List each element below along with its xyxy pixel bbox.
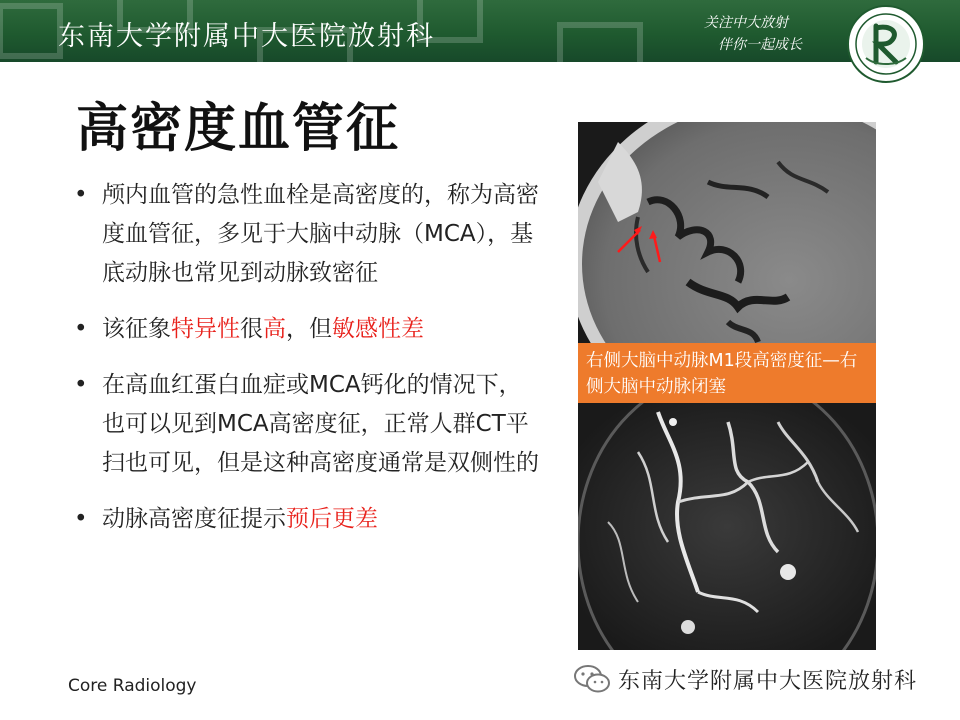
bullet-text: 很 <box>240 316 263 342</box>
header-bar <box>0 0 960 62</box>
bullet-marker: • <box>74 182 88 208</box>
bullet-text: ，但 <box>286 316 332 342</box>
bullet-item <box>72 500 542 539</box>
bullet-text: 该征象 <box>102 316 171 342</box>
highlight-text: 敏感性差 <box>332 316 424 342</box>
wechat-icon <box>572 662 612 696</box>
header-title: 东南大学附属中大医院放射科 <box>58 21 435 52</box>
bullet-item <box>72 176 542 293</box>
slogan-line2: 伴你一起成长 <box>718 37 802 53</box>
footer-watermark <box>572 659 917 699</box>
bullet-item <box>72 310 542 349</box>
hospital-radiology-seal-icon <box>846 4 926 84</box>
bullet-text: 颅内血管的急性血栓是高密度的，称为高密度血管征，多见于大脑中动脉（MCA），基底动脉也常见到动脉致密征 <box>102 182 539 286</box>
bullet-list <box>72 176 542 556</box>
bullet-text: 动脉高密度征提示 <box>102 506 286 532</box>
slide-title: 高密度血管征 <box>76 99 401 159</box>
bullet-marker: • <box>74 506 88 532</box>
bullet-text: 在高血红蛋白血症或MCA钙化的情况下，也可以见到MCA高密度征，正常人群CT平扫也可见，但是这种高密度通常是双侧性的 <box>102 372 539 476</box>
highlight-text: 高 <box>263 316 286 342</box>
figure-caption: 右侧大脑中动脉M1段高密度征—右侧大脑中动脉闭塞 <box>578 343 876 403</box>
bullet-marker: • <box>74 316 88 342</box>
footer-right-text: 东南大学附属中大医院放射科 <box>618 668 918 694</box>
highlight-text: 预后更差 <box>286 506 378 532</box>
bullet-item <box>72 366 542 483</box>
footer-left-text: Core Radiology <box>68 676 197 696</box>
highlight-text: 特异性 <box>171 316 240 342</box>
header-slogan <box>704 12 802 56</box>
bullet-marker: • <box>74 372 88 398</box>
slogan-line1: 关注中大放射 <box>704 15 788 31</box>
